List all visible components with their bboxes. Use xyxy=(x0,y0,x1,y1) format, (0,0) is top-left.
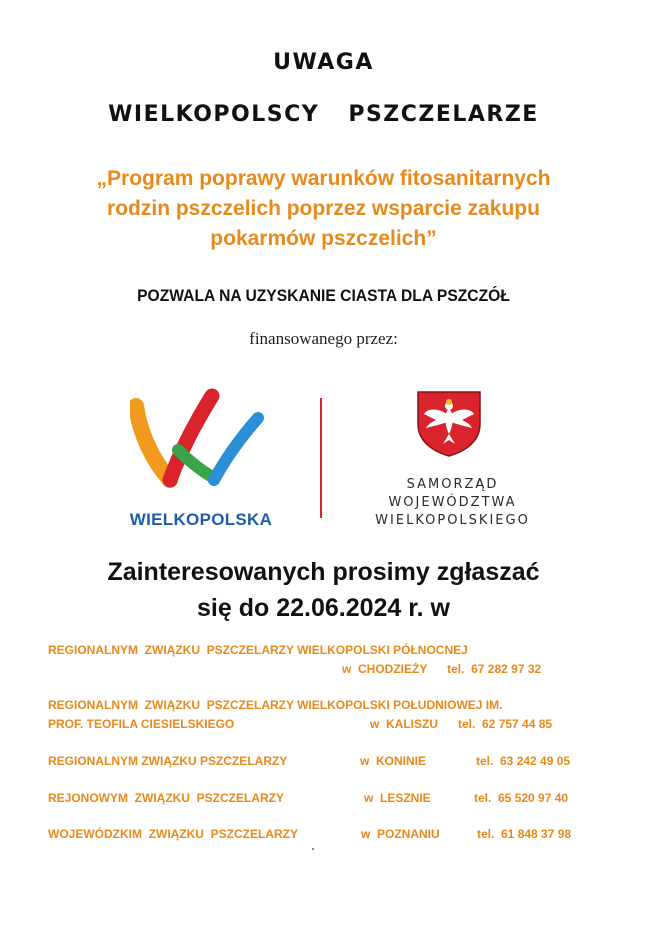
org-3-phone: tel. 63 242 49 05 xyxy=(476,754,571,768)
financed-by-label: finansowanego przez: xyxy=(249,329,398,348)
samorzad-line-3: WIELKOPOLSKIEGO xyxy=(375,513,530,528)
program-title-line-3: pokarmów pszczelich” xyxy=(210,227,437,250)
org-3-name: REGIONALNYM ZWIĄZKU PSZCZELARZY xyxy=(48,754,288,768)
org-5-phone: tel. 61 848 37 98 xyxy=(477,827,572,841)
heading-wielkopolscy-pszczelarze: WIELKOPOLSCY PSZCZELARZE xyxy=(108,102,539,127)
org-1-name: REGIONALNYM ZWIĄZKU PSZCZELARZY WIELKOPOLSKI PÓŁNOCNEJ xyxy=(48,643,468,657)
program-title-line-1: „Program poprawy warunków fitosanitarnych xyxy=(96,167,551,190)
org-2-patron: PROF. TEOFILA CIESIELSKIEGO xyxy=(48,717,235,731)
org-1-city-phone: w CHODZIEŻY tel. 67 282 97 32 xyxy=(342,662,542,676)
program-title-line-2: rodzin pszczelich poprzez wsparcie zakupu xyxy=(107,197,540,220)
org-5-name: WOJEWÓDZKIM ZWIĄZKU PSZCZELARZY xyxy=(48,827,298,841)
org-4-name: REJONOWYM ZWIĄZKU PSZCZELARZY xyxy=(48,791,284,805)
org-5-city: w POZNANIU xyxy=(361,827,440,841)
org-2-name: REGIONALNYM ZWIĄZKU PSZCZELARZY WIELKOPOLSKI POŁUDNIOWEJ IM. xyxy=(48,698,503,712)
org-4-phone: tel. 65 520 97 40 xyxy=(474,791,569,805)
stray-dot xyxy=(312,848,314,850)
logo-divider xyxy=(320,398,322,518)
wielkopolska-w-logo-icon xyxy=(130,388,270,493)
org-2-city-phone: w KALISZU tel. 62 757 44 85 xyxy=(370,717,553,731)
coat-of-arms-eagle-icon xyxy=(416,390,482,458)
zainteresowanych-line-1: Zainteresowanych prosimy zgłaszać xyxy=(107,558,540,586)
samorzad-line-1: SAMORZĄD xyxy=(406,477,499,492)
zainteresowanych-line-2: się do 22.06.2024 r. w xyxy=(197,594,450,622)
org-3-city: w KONINIE xyxy=(360,754,427,768)
samorzad-line-2: WOJEWÓDZTWA xyxy=(388,495,517,510)
org-4-city: w LESZNIE xyxy=(364,791,431,805)
pozwala-statement: POZWALA NA UZYSKANIE CIASTA DLA PSZCZÓŁ xyxy=(137,286,510,305)
heading-uwaga: UWAGA xyxy=(273,50,374,75)
wielkopolska-logo-text: WIELKOPOLSKA xyxy=(129,510,273,529)
